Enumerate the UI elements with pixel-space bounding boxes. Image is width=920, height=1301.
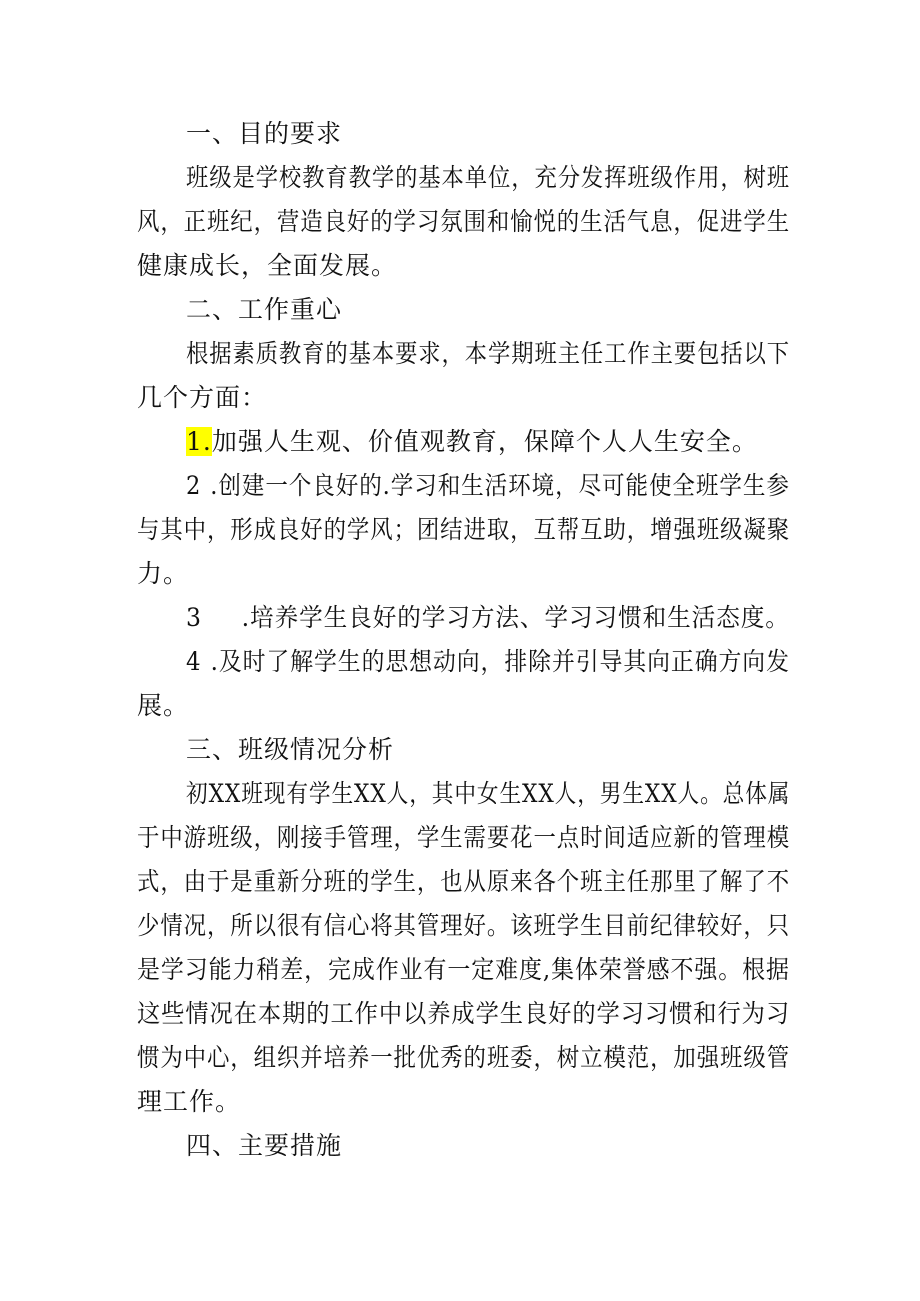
paragraph-line: 班级是学校教育教学的基本单位，充分发挥班级作用，树班 — [186, 163, 791, 192]
paragraph-line: 根据素质教育的基本要求，本学期班主任工作主要包括以下 — [186, 339, 791, 368]
section-heading-2: 二、工作重心 — [186, 295, 343, 324]
list-item-text: .创建一个良好的.学习和生活环境，尽可能使全班学生参 — [210, 471, 790, 500]
section-heading-3: 三、班级情况分析 — [186, 735, 395, 764]
list-item-2 — [186, 469, 790, 503]
paragraph-line: 理工作。 — [137, 1087, 242, 1116]
list-item-number: 3 — [186, 603, 202, 632]
list-item-text: 与其中，形成良好的学风；团结进取，互帮互助，增强班级凝聚 — [137, 515, 791, 544]
list-item-1 — [186, 425, 758, 459]
paragraph-line: 风，正班纪，营造良好的学习氛围和愉悦的生活气息，促进学生 — [137, 207, 791, 236]
list-item-text: 加强人生观、价值观教育，保障个人人生安全。 — [211, 427, 758, 456]
paragraph-line: 少情况，所以很有信心将其管理好。该班学生目前纪律较好，只 — [137, 911, 791, 940]
list-item-text: .培养学生良好的学习方法、学习习惯和生活态度。 — [241, 603, 790, 632]
paragraph-line: 式，由于是重新分班的学生，也从原来各个班主任那里了解了不 — [137, 867, 791, 896]
list-item-number: 4 — [186, 647, 202, 676]
paragraph-line: 于中游班级，刚接手管理，学生需要花一点时间适应新的管理模 — [137, 823, 791, 852]
list-item-text: 展。 — [137, 691, 190, 720]
paragraph-line: 初XX班现有学生XX人，其中女生XX人，男生XX人。总体属 — [186, 779, 791, 808]
list-item-number: 2 — [186, 471, 202, 500]
section-heading-4: 四、主要措施 — [186, 1131, 343, 1160]
paragraph-line: 惯为中心，组织并培养一批优秀的班委，树立模范，加强班级管 — [137, 1043, 791, 1072]
paragraph-line: 是学习能力稍差，完成作业有一定难度,集体荣誉感不强。根据 — [137, 955, 790, 984]
list-item-text: .及时了解学生的思想动向，排除并引导其向正确方向发 — [210, 647, 790, 676]
paragraph-line: 这些情况在本期的工作中以养成学生良好的学习习惯和行为习 — [137, 999, 791, 1028]
list-item-3 — [186, 601, 790, 635]
list-item-4 — [186, 645, 790, 679]
section-heading-1: 一、目的要求 — [186, 119, 343, 148]
list-item-text: 力。 — [137, 559, 190, 588]
paragraph-line: 几个方面： — [137, 383, 268, 412]
paragraph-line: 健康成长，全面发展。 — [137, 251, 398, 280]
highlighted-number: 1. — [186, 427, 212, 456]
